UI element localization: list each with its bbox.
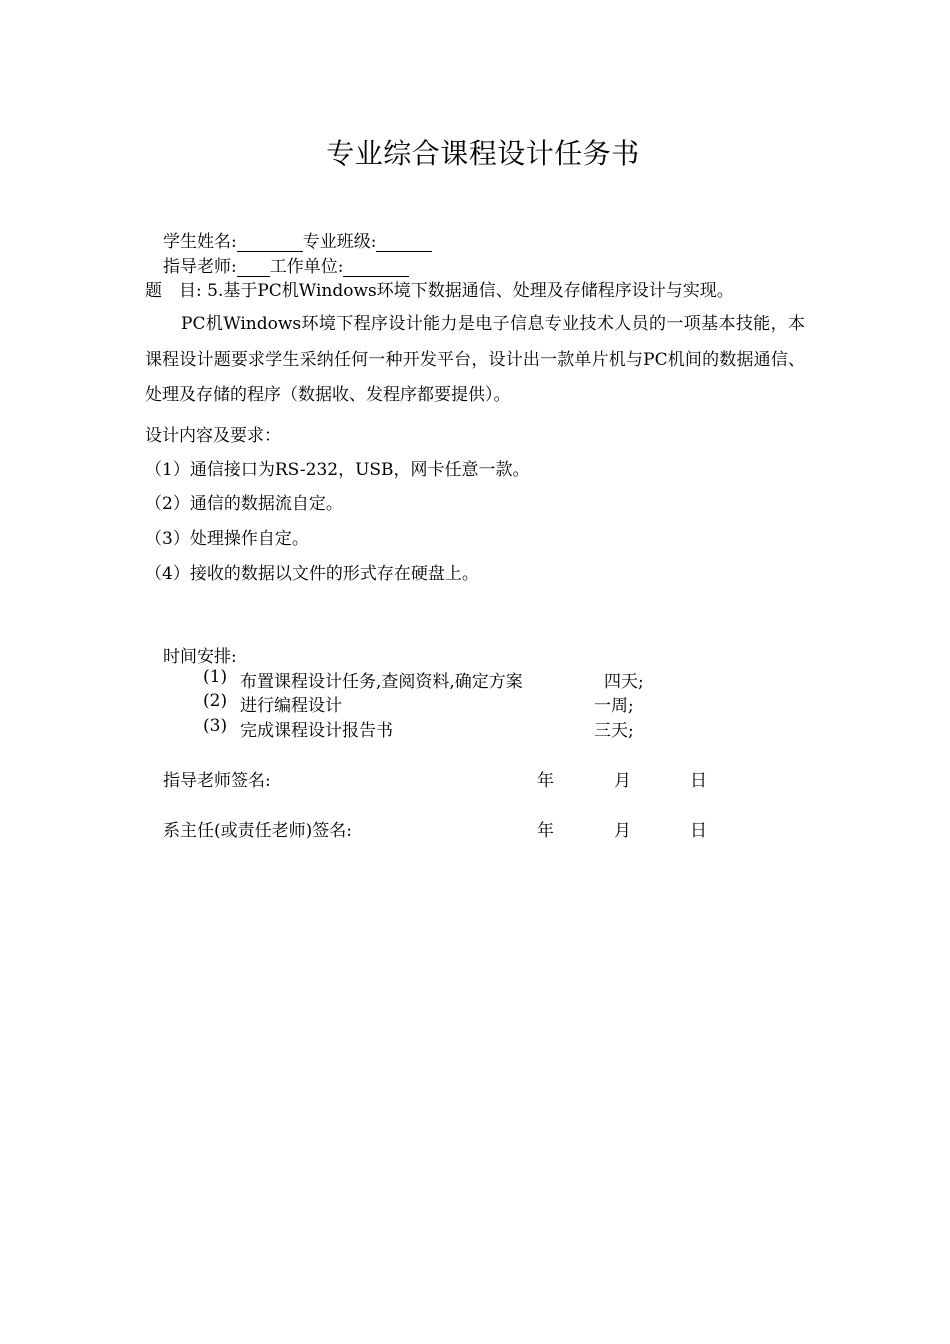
schedule-num: (1) (203, 667, 228, 687)
requirement-item: （3）处理操作自定。 (145, 529, 309, 549)
schedule-duration: 一周; (594, 696, 634, 716)
advisor-field[interactable] (237, 258, 270, 277)
requirements-heading: 设计内容及要求： (145, 426, 281, 446)
schedule-task: 布置课程设计任务,查阅资料,确定方案 (240, 672, 523, 692)
advisor-label: 指导老师: (163, 257, 237, 277)
schedule-duration: 四天; (604, 672, 644, 692)
major-class-field[interactable] (376, 233, 432, 252)
student-name-field[interactable] (237, 233, 303, 252)
requirement-item: （1）通信接口为RS-232，USB，网卡任意一款。 (145, 460, 530, 480)
work-unit-field[interactable] (343, 258, 409, 277)
day-label: 日 (690, 821, 707, 841)
year-label: 年 (537, 771, 554, 791)
page-title: 专业综合课程设计任务书 (326, 137, 640, 170)
requirement-item: （2）通信的数据流自定。 (145, 494, 343, 514)
requirement-item: （4）接收的数据以文件的形式存在硬盘上。 (145, 564, 479, 584)
dept-signature-label: 系主任(或责任老师)签名: (163, 821, 352, 841)
schedule-num: (3) (203, 716, 228, 736)
advisor-row (163, 252, 409, 277)
schedule-duration: 三天; (594, 721, 634, 741)
student-name-row (163, 227, 432, 252)
schedule-num: (2) (203, 691, 228, 711)
schedule-task: 完成课程设计报告书 (240, 721, 393, 741)
month-label: 月 (614, 771, 631, 791)
work-unit-label: 工作单位: (269, 257, 344, 277)
month-label: 月 (614, 821, 631, 841)
schedule-task: 进行编程设计 (240, 696, 342, 716)
topic-row (145, 276, 734, 301)
day-label: 日 (690, 771, 707, 791)
advisor-signature-label: 指导老师签名: (163, 771, 271, 791)
student-name-label: 学生姓名: (163, 232, 237, 252)
schedule-heading: 时间安排: (163, 647, 237, 667)
topic-label: 题 目: (145, 281, 202, 301)
major-class-label: 专业班级: (302, 232, 377, 252)
description-paragraph: PC机Windows环境下程序设计能力是电子信息专业技术人员的一项基本技能，本课程设计题要求学生采纳任何一种开发平台，设计出一款单片机与PC机间的数据通信、处理及存储的程序（数据收、发程序都要提供）。 (145, 314, 805, 405)
year-label: 年 (537, 821, 554, 841)
topic-text: 5.基于PC机Windows环境下数据通信、处理及存储程序设计与实现。 (207, 281, 734, 301)
